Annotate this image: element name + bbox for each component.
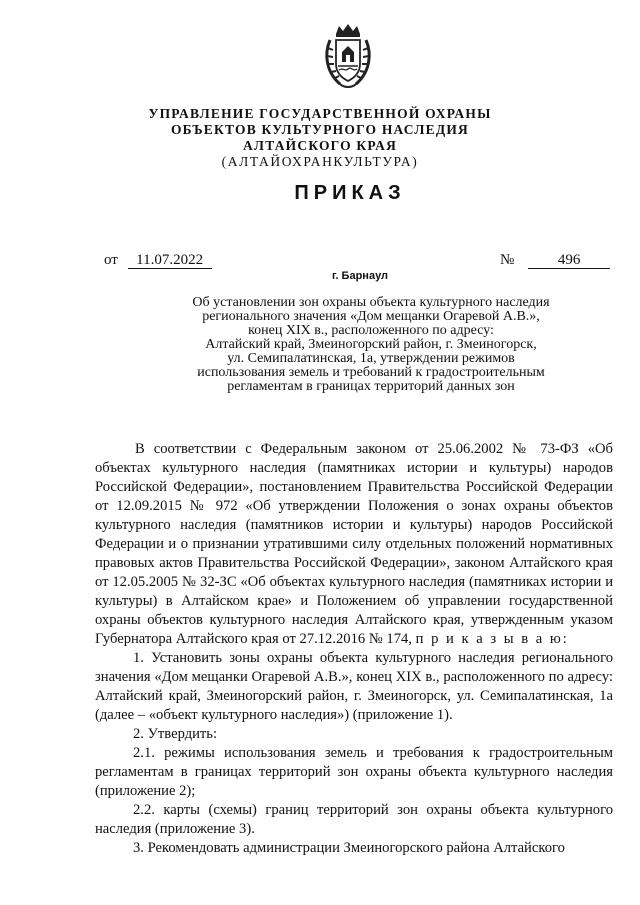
altai-krai-coat-of-arms-icon bbox=[322, 22, 374, 90]
order-word: п р и к а з ы в а ю: bbox=[415, 631, 569, 647]
order-item-2-2: 2.2. карты (схемы) границ территорий зон охраны объекта культурного наследия (приложение 3). bbox=[95, 802, 613, 837]
number-value: 496 bbox=[528, 252, 610, 269]
preamble-text: В соответствии с Федеральным законом от 25.06.2002 № 73-ФЗ «Об объектах культурного наследия (памятниках истории и культуры) народов Российской Федерации», постановлением Правительства Российской Федерации от 12.09.2015 № 972 «Об утверждении Положения о зонах охраны объектов культурного наследия (памятников истории и культуры) народов Российской Федерации и о признании утратившими силу отдельных положений нормативных правовых актов Правительства Российской Федерации», законом Алтайского края от 12.05.2005 № 32-ЗС «Об объектах культурного наследия (памятниках истории и культуры) в Алтайском крае» и Положением об управлении государственной охраны объектов культурного наследия Алтайского края, утвержденным указом Губернатора Алтайского края от 27.12.2016 № 174, bbox=[95, 441, 613, 647]
subject-line: ул. Семипалатинская, 1а, утверждении режимов bbox=[227, 351, 515, 366]
subject-line: Алтайский край, Змеиногорский район, г. Змеиногорск, bbox=[205, 337, 537, 352]
order-item-2-1: 2.1. режимы использования земель и требования к градостроительным регламентам в границах территорий зон охраны объекта культурного наследия (приложение 2); bbox=[95, 745, 613, 799]
org-short-name: (АЛТАЙОХРАНКУЛЬТУРА) bbox=[221, 154, 419, 169]
subject-line: регионального значения «Дом мещанки Огаревой А.В.», bbox=[202, 309, 540, 324]
subject-line: использования земель и требований к градостроительным bbox=[197, 365, 545, 380]
org-name-line-1: УПРАВЛЕНИЕ ГОСУДАРСТВЕННОЙ ОХРАНЫ bbox=[148, 106, 492, 121]
subject-line: регламентам в границах территорий данных зон bbox=[227, 379, 515, 394]
subject-line: конец XIX в., расположенного по адресу: bbox=[248, 323, 494, 338]
document-type-title: ПРИКАЗ bbox=[294, 182, 406, 204]
document-subject bbox=[160, 296, 582, 394]
order-item-2: 2. Утвердить: bbox=[133, 726, 218, 742]
preamble-paragraph bbox=[95, 440, 613, 649]
date-value: 11.07.2022 bbox=[128, 252, 212, 269]
order-item-1: 1. Установить зоны охраны объекта культурного наследия регионального значения «Дом мещанки Огаревой А.В.», конец XIX в., расположенного по адресу: Алтайский край, Змеиногорский район, г. Змеиногорск, ул. Семипалатинская, 1а (далее – «объект культурного наследия») (приложение 1). bbox=[95, 650, 613, 723]
document-body bbox=[95, 440, 613, 858]
issuing-authority bbox=[0, 106, 640, 170]
order-item-3: 3. Рекомендовать администрации Змеиногорского района Алтайского bbox=[133, 840, 565, 856]
org-name-line-3: АЛТАЙСКОГО КРАЯ bbox=[242, 138, 398, 153]
subject-line: Об установлении зон охраны объекта культурного наследия bbox=[192, 295, 550, 310]
document-number bbox=[500, 252, 610, 269]
org-name-line-2: ОБЪЕКТОВ КУЛЬТУРНОГО НАСЛЕДИЯ bbox=[170, 122, 470, 137]
document-date bbox=[104, 252, 212, 269]
number-prefix: № bbox=[500, 252, 515, 268]
issuing-city: г. Барнаул bbox=[331, 270, 389, 282]
date-prefix: от bbox=[104, 252, 118, 268]
